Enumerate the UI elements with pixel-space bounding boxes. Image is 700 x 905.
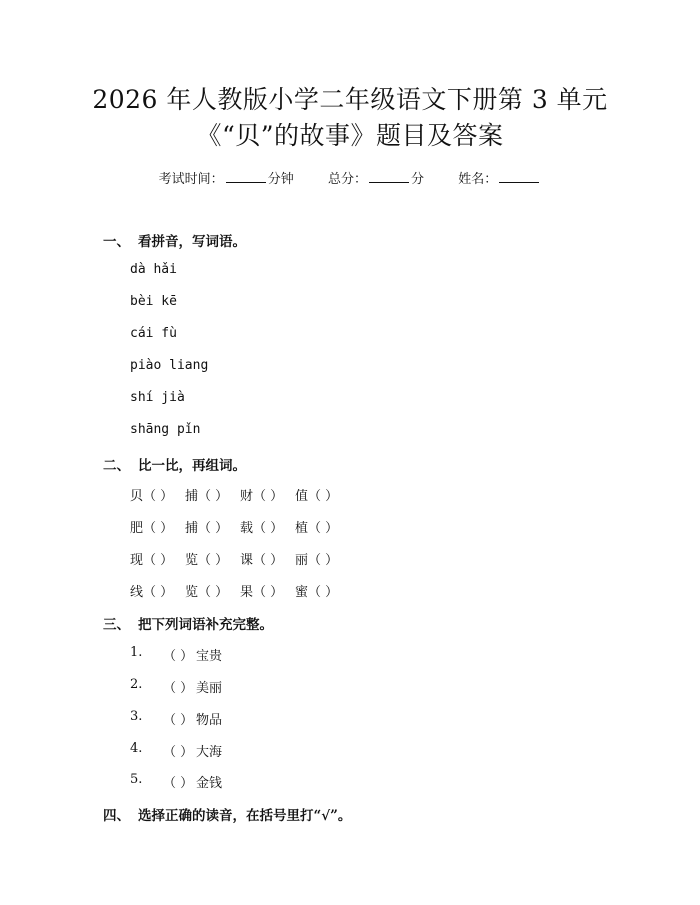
fill-item: [130, 709, 222, 728]
name-blank: [499, 170, 539, 183]
section-heading-2: [103, 454, 246, 474]
fill-blank: （ ）: [163, 776, 194, 791]
fill-number: 4.: [130, 741, 143, 756]
compare-cell: 果（ ）: [240, 585, 284, 600]
fill-word: 宝贵: [196, 649, 223, 664]
compare-cell: 丽（ ）: [295, 553, 339, 568]
compare-cell: 捕（ ）: [185, 521, 229, 536]
section-number: 三、: [103, 617, 130, 633]
fill-number: 1.: [130, 645, 143, 660]
score-label: 总分：: [327, 172, 367, 187]
compare-cell: 览（ ）: [185, 553, 229, 568]
pinyin-item: bèi kē: [130, 294, 177, 309]
compare-row: [130, 581, 350, 600]
name-label: 姓名：: [458, 172, 498, 187]
exam-info: [0, 168, 700, 187]
compare-row: [130, 517, 350, 536]
page-title-line-2: 《“贝”的故事》题目及答案: [196, 121, 504, 150]
section-title: 比一比，再组词。: [138, 458, 246, 474]
fill-item: [130, 741, 222, 760]
score-blank: [369, 170, 409, 183]
section-number: 二、: [103, 458, 130, 474]
fill-blank: （ ）: [163, 681, 194, 696]
section-title: 把下列词语补充完整。: [138, 617, 273, 633]
fill-item: [130, 772, 222, 791]
time-label: 考试时间：: [158, 172, 224, 187]
fill-number: 2.: [130, 677, 143, 692]
time-unit: 分钟: [267, 172, 294, 187]
fill-word: 金钱: [196, 776, 223, 791]
section-title: 看拼音，写词语。: [138, 234, 246, 250]
compare-row: [130, 485, 350, 504]
compare-cell: 肥（ ）: [130, 521, 174, 536]
pinyin-item: piào liang: [130, 358, 209, 373]
pinyin-item: shí jià: [130, 390, 185, 405]
fill-word: 大海: [196, 745, 223, 760]
fill-item: [130, 677, 222, 696]
section-heading-3: [103, 613, 273, 633]
compare-cell: 载（ ）: [240, 521, 284, 536]
section-number: 一、: [103, 234, 130, 250]
section-number: 四、: [103, 808, 130, 824]
compare-cell: 线（ ）: [130, 585, 174, 600]
fill-number: 3.: [130, 709, 143, 724]
compare-cell: 值（ ）: [295, 489, 339, 504]
pinyin-item: shāng pǐn: [130, 422, 201, 437]
pinyin-item: cái fù: [130, 326, 177, 341]
score-unit: 分: [411, 172, 425, 187]
fill-word: 物品: [196, 713, 223, 728]
fill-blank: （ ）: [163, 745, 194, 760]
section-title: 选择正确的读音，在括号里打“√”。: [138, 808, 352, 824]
compare-cell: 捕（ ）: [185, 489, 229, 504]
fill-blank: （ ）: [163, 649, 194, 664]
compare-cell: 现（ ）: [130, 553, 174, 568]
fill-item: [130, 645, 222, 664]
section-heading-4: [103, 804, 351, 824]
page-title-line-1: 2026 年人教版小学二年级语文下册第 3 单元: [92, 85, 608, 114]
time-blank: [226, 170, 266, 183]
compare-row: [130, 549, 350, 568]
section-heading-1: [103, 230, 246, 250]
pinyin-item: dà hǎi: [130, 262, 177, 277]
fill-number: 5.: [130, 772, 143, 787]
compare-cell: 财（ ）: [240, 489, 284, 504]
compare-cell: 课（ ）: [240, 553, 284, 568]
compare-cell: 览（ ）: [185, 585, 229, 600]
compare-cell: 贝（ ）: [130, 489, 174, 504]
fill-blank: （ ）: [163, 713, 194, 728]
compare-cell: 蜜（ ）: [295, 585, 339, 600]
fill-word: 美丽: [196, 681, 223, 696]
compare-cell: 植（ ）: [295, 521, 339, 536]
